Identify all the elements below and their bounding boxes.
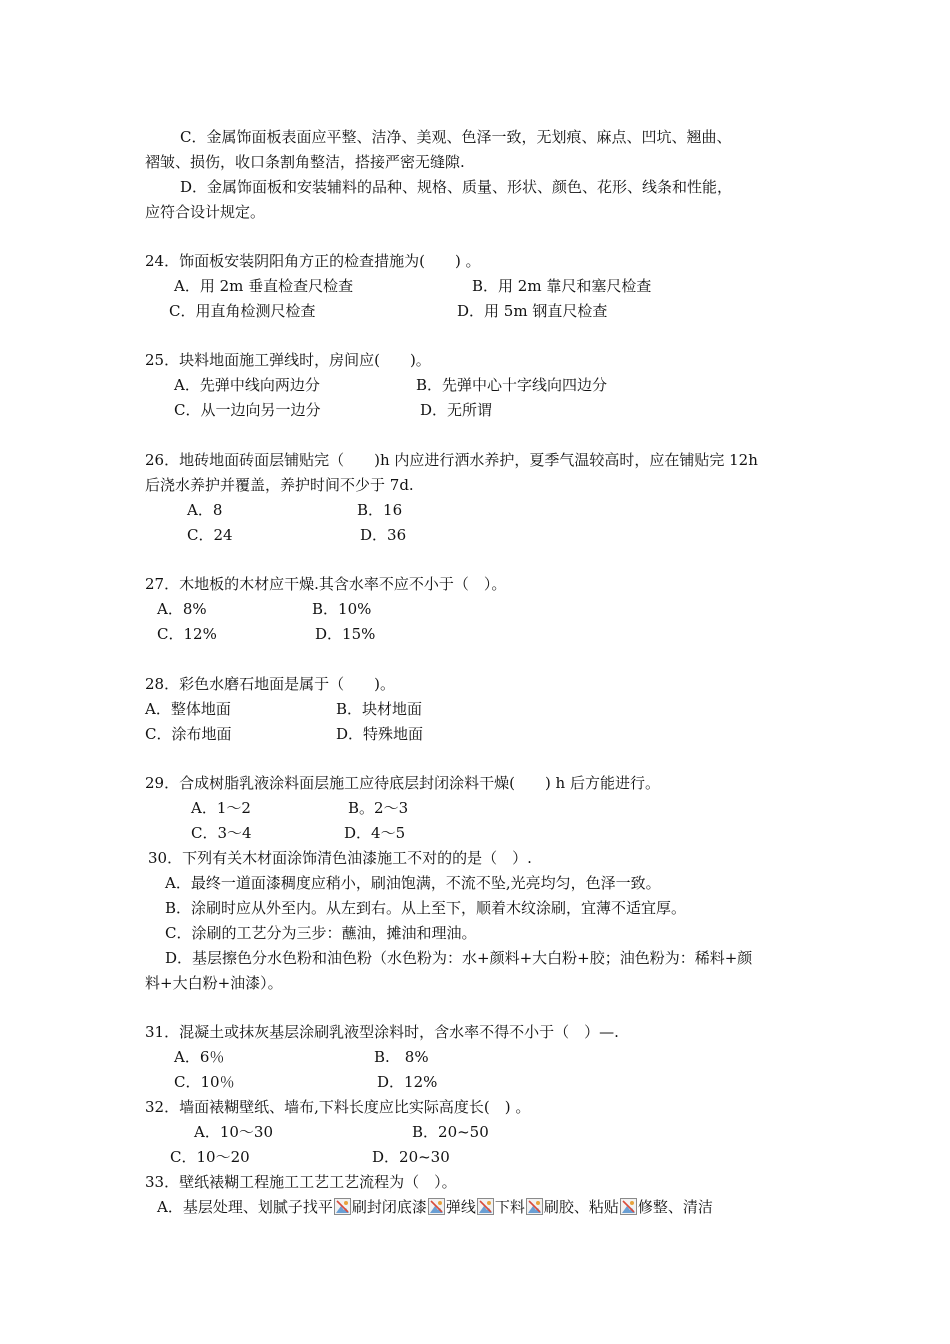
q28-option-a: A．整体地面 — [145, 700, 231, 718]
q25-option-c: C．从一边向另一边分 — [174, 401, 321, 419]
q29-option-b: B。2～3 — [348, 799, 409, 817]
broken-image-icon — [428, 1198, 445, 1215]
q25-option-b: B．先弹中心十字线向四边分 — [416, 376, 608, 394]
q23-option-d-line2: 应符合设计规定。 — [145, 203, 266, 221]
q26-stem-line2: 后浇水养护并覆盖，养护时间不少于 7d. — [145, 476, 414, 494]
q24-option-d: D．用 5m 钢直尺检查 — [457, 302, 608, 320]
q29-stem: 29．合成树脂乳液涂料面层施工应待底层封闭涂料干燥( ) h 后方能进行。 — [145, 774, 660, 792]
q23-option-c-line1: C．金属饰面板表面应平整、洁净、美观、色泽一致，无划痕、麻点、凹坑、翘曲、 — [180, 128, 732, 146]
q32-option-a: A．10～30 — [194, 1123, 274, 1141]
q31-stem: 31．混凝土或抹灰基层涂刷乳液型涂料时，含水率不得不小于（ ）—. — [145, 1023, 619, 1041]
q25-stem: 25．块料地面施工弹线时，房间应( )。 — [145, 351, 431, 369]
broken-image-icon — [477, 1198, 494, 1215]
q30-option-d-line2: 料+大白粉+油漆）。 — [145, 974, 283, 992]
q30-option-d-line1: D．基层擦色分水色粉和油色粉（水色粉为：水+颜料+大白粉+胶；油色粉为：稀料+颜 — [165, 949, 753, 967]
q29-option-a: A．1～2 — [191, 799, 251, 817]
q25-option-a: A．先弹中线向两边分 — [174, 376, 320, 394]
broken-image-icon — [620, 1198, 637, 1215]
q28-stem: 28．彩色水磨石地面是属于（ )。 — [145, 675, 395, 693]
broken-image-icon — [334, 1198, 351, 1215]
q29-option-c: C．3～4 — [191, 824, 252, 842]
q25-option-d: D．无所谓 — [420, 401, 493, 419]
q30-option-b: B．涂刷时应从外至内。从左到右。从上至下，顺着木纹涂刷，宜薄不适宜厚。 — [165, 899, 687, 917]
q23-option-c-line2: 褶皱、损伤，收口条割角整洁，搭接严密无缝隙. — [145, 153, 465, 171]
q28-option-d: D．特殊地面 — [336, 725, 424, 743]
q32-stem: 32．墙面裱糊壁纸、墙布,下料长度应比实际高度长( ) 。 — [145, 1098, 531, 1116]
q33-step-1: A．基层处理、划腻子找平 — [157, 1198, 333, 1216]
q33-step-5: 刷胶、粘贴 — [543, 1198, 619, 1216]
q26-stem-line1: 26．地砖地面砖面层铺贴完（ )h 内应进行洒水养护，夏季气温较高时，应在铺贴完 12h — [145, 451, 758, 469]
q24-stem: 24．饰面板安装阴阳角方正的检查措施为( ) 。 — [145, 252, 481, 270]
q29-option-d: D．4～5 — [344, 824, 406, 842]
q26-option-a: A．8 — [187, 501, 223, 519]
q27-stem: 27．木地板的木材应干燥.其含水率不应不小于（ ）。 — [145, 575, 507, 593]
q31-option-c: C．10％ — [174, 1073, 235, 1091]
q24-option-a: A．用 2m 垂直检查尺检查 — [174, 277, 354, 295]
q23-option-d-line1: D．金属饰面板和安装辅料的品种、规格、质量、形状、颜色、花形、线条和性能， — [180, 178, 733, 196]
q26-option-b: B．16 — [357, 501, 403, 519]
q33-option-a-flow — [157, 1197, 713, 1217]
q31-option-b: B. 8% — [374, 1048, 429, 1066]
q26-option-c: C．24 — [187, 526, 233, 544]
q32-option-b: B．20~50 — [412, 1123, 489, 1141]
q27-option-c: C．12% — [157, 625, 217, 643]
q33-step-3: 弹线 — [445, 1198, 476, 1216]
q28-option-c: C．涂布地面 — [145, 725, 232, 743]
q33-step-2: 刷封闭底漆 — [351, 1198, 427, 1216]
q30-stem: 30．下列有关木材面涂饰清色油漆施工不对的的是（ ）. — [148, 849, 532, 867]
q31-option-d: D．12% — [377, 1073, 438, 1091]
q30-option-c: C．涂刷的工艺分为三步：蘸油，摊油和理油。 — [165, 924, 477, 942]
q32-option-c: C．10～20 — [170, 1148, 250, 1166]
q33-stem: 33．壁纸裱糊工程施工工艺工艺流程为（ ）。 — [145, 1173, 457, 1191]
q26-option-d: D．36 — [360, 526, 407, 544]
q28-option-b: B．块材地面 — [336, 700, 423, 718]
q27-option-b: B．10% — [312, 600, 372, 618]
q27-option-a: A．8% — [157, 600, 207, 618]
q30-option-a: A．最终一道面漆稠度应稍小，刷油饱满，不流不坠,光亮均匀，色泽一致。 — [165, 874, 661, 892]
q24-option-c: C．用直角检测尺检查 — [169, 302, 316, 320]
q31-option-a: A．6％ — [174, 1048, 225, 1066]
q27-option-d: D．15% — [315, 625, 376, 643]
q32-option-d: D．20~30 — [372, 1148, 450, 1166]
q24-option-b: B．用 2m 靠尺和塞尺检查 — [472, 277, 652, 295]
q33-step-6: 修整、清洁 — [637, 1198, 713, 1216]
broken-image-icon — [526, 1198, 543, 1215]
q33-step-4: 下料 — [494, 1198, 525, 1216]
